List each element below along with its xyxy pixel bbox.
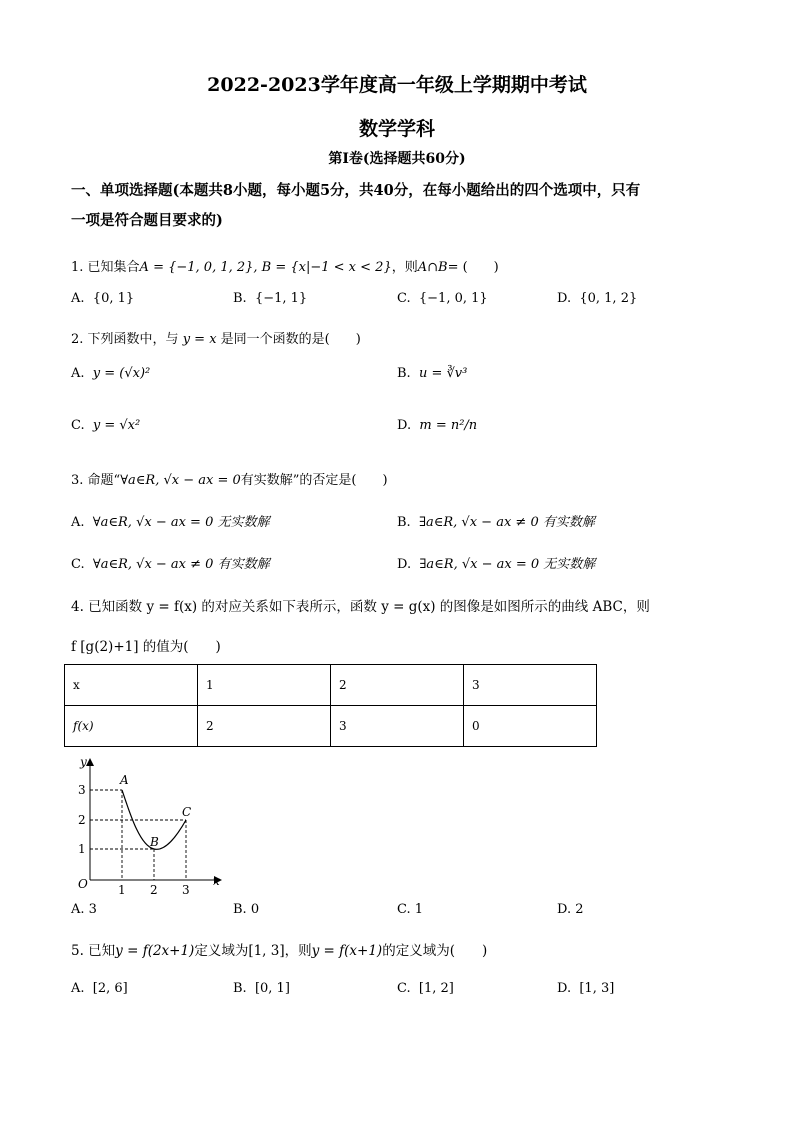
y-tick-label: 3	[78, 783, 86, 797]
point-label: C	[182, 805, 192, 819]
option-value: 0	[250, 902, 260, 917]
option-value: {−1, 1}	[254, 291, 308, 306]
option-label: A.	[71, 515, 85, 530]
q5-domain: [1, 3]	[248, 943, 285, 959]
q4-option-c[interactable]	[397, 902, 423, 917]
q1-option-b[interactable]	[233, 291, 307, 306]
y-tick-label: 2	[78, 813, 86, 827]
section-heading-line2: 一项是符合题目要求的)	[71, 212, 223, 229]
q5-option-d[interactable]	[557, 981, 614, 996]
q5-mid2: ，则	[284, 943, 312, 959]
section-heading-line1: 一、单项选择题(本题共8小题，每小题5分，共40分，在每小题给出的四个选项中，只有	[71, 182, 641, 199]
function-table	[64, 664, 597, 747]
q3-option-a[interactable]	[71, 511, 269, 530]
option-value: [1, 2]	[418, 981, 454, 996]
volume-title: 第Ⅰ卷(选择题共60分)	[328, 151, 466, 167]
function-graph	[70, 754, 230, 894]
option-value: m = n²/n	[419, 418, 478, 433]
option-label: B.	[397, 366, 411, 381]
option-value: [0, 1]	[254, 981, 290, 996]
option-value: ∀a∈R, √x − ax ≠ 0 有实数解	[92, 557, 270, 572]
q1-mid: ，则	[391, 260, 418, 275]
q1-expr: A∩B	[417, 260, 448, 275]
x-tick-label: 1	[118, 883, 126, 894]
option-label: C.	[397, 981, 411, 996]
subject-title: 数学学科	[358, 118, 435, 140]
option-label: B.	[233, 981, 247, 996]
q1-setA: A = {−1, 0, 1, 2}	[139, 260, 254, 275]
option-label: A.	[71, 981, 85, 996]
option-label: A.	[71, 366, 85, 381]
option-label: A.	[71, 902, 85, 917]
q2-suffix: 是同一个函数的是( )	[220, 332, 361, 347]
option-value: y = (√x)²	[92, 366, 151, 381]
option-value: {0, 1}	[92, 291, 135, 306]
q5-option-a[interactable]	[71, 981, 128, 996]
q2-option-d[interactable]	[397, 418, 477, 433]
question-4-line1: 4. 已知函数 y = f(x) 的对应关系如下表所示，函数 y = g(x) 的图像是如图所示的曲线 ABC，则	[71, 599, 650, 615]
table-cell: 2	[331, 665, 464, 706]
option-value: {−1, 0, 1}	[418, 291, 488, 306]
table-cell: 2	[198, 706, 331, 747]
question-3	[71, 469, 388, 488]
option-label: B.	[397, 515, 411, 530]
option-value: {0, 1, 2}	[579, 291, 638, 306]
exam-title: 2022-2023学年度高一年级上学期期中考试	[207, 74, 587, 96]
table-cell: 3	[464, 665, 597, 706]
option-label: A.	[71, 291, 85, 306]
point-label: B	[150, 835, 159, 849]
y-axis-label: y	[80, 755, 87, 769]
question-2	[71, 328, 361, 347]
q3-prefix: 3. 命题“	[71, 473, 121, 488]
option-label: D.	[557, 902, 572, 917]
q2-expr: y = x	[182, 332, 217, 347]
option-label: C.	[71, 557, 85, 572]
option-label: C.	[397, 902, 411, 917]
question-4-line2: f [g(2)+1] 的值为( )	[71, 639, 221, 655]
option-value: 2	[575, 902, 584, 917]
q4-option-a[interactable]	[71, 902, 97, 917]
option-value: y = √x²	[92, 418, 141, 433]
table-row	[65, 706, 597, 747]
q4-option-d[interactable]	[557, 902, 584, 917]
q3-option-c[interactable]	[71, 553, 270, 572]
option-label: B.	[233, 902, 247, 917]
q5-option-c[interactable]	[397, 981, 454, 996]
q3-option-d[interactable]	[397, 553, 595, 572]
option-value: ∃a∈R, √x − ax = 0 无实数解	[419, 557, 596, 572]
y-tick-label: 1	[78, 842, 86, 856]
q1-prefix: 1. 已知集合	[71, 260, 140, 275]
q2-prefix: 2. 下列函数中，与	[71, 332, 179, 347]
option-value: ∃a∈R, √x − ax ≠ 0 有实数解	[418, 515, 595, 530]
table-cell: 1	[198, 665, 331, 706]
q2-option-c[interactable]	[71, 418, 140, 433]
q3-suffix: 有实数解”的否定是( )	[240, 473, 388, 488]
q5-expr1: y = f(2x+1)	[115, 943, 195, 959]
q2-option-a[interactable]	[71, 366, 150, 381]
option-value: [2, 6]	[92, 981, 128, 996]
option-label: D.	[557, 981, 572, 996]
q5-option-b[interactable]	[233, 981, 290, 996]
option-value: 3	[88, 902, 97, 917]
question-1	[71, 256, 499, 275]
q1-option-d[interactable]	[557, 291, 637, 306]
option-label: D.	[397, 557, 412, 572]
question-5	[71, 939, 487, 959]
x-tick-label: 3	[182, 883, 190, 894]
table-row	[65, 665, 597, 706]
table-cell: 3	[331, 706, 464, 747]
q4-option-b[interactable]	[233, 902, 259, 917]
option-label: D.	[397, 418, 412, 433]
origin-label: O	[78, 877, 88, 891]
table-cell: 0	[464, 706, 597, 747]
table-cell: x	[65, 665, 198, 706]
option-value: u = ∛v³	[418, 366, 468, 381]
q5-suffix: 的定义域为( )	[382, 943, 488, 959]
option-label: C.	[397, 291, 411, 306]
q5-mid1: 定义域为	[194, 943, 249, 959]
q3-option-b[interactable]	[397, 511, 595, 530]
option-label: B.	[233, 291, 247, 306]
guide-lines	[90, 790, 186, 880]
q1-setB: , B = {x|−1 < x < 2}	[253, 260, 392, 275]
q3-expr: ∀a∈R, √x − ax = 0	[120, 473, 241, 488]
option-label: C.	[71, 418, 85, 433]
q5-prefix: 5. 已知	[71, 943, 116, 959]
option-value: ∀a∈R, √x − ax = 0 无实数解	[92, 515, 270, 530]
q2-option-b[interactable]	[397, 366, 467, 381]
option-value: 1	[414, 902, 424, 917]
point-label: A	[120, 773, 129, 787]
x-tick-label: 2	[150, 883, 158, 894]
q1-option-a[interactable]	[71, 291, 134, 306]
option-label: D.	[557, 291, 572, 306]
x-axis-label: x	[213, 874, 220, 888]
table-cell: f(x)	[65, 706, 198, 747]
option-value: [1, 3]	[579, 981, 615, 996]
q5-expr2: y = f(x+1)	[311, 943, 383, 959]
q1-suffix: = ( )	[447, 260, 499, 275]
q1-option-c[interactable]	[397, 291, 488, 306]
